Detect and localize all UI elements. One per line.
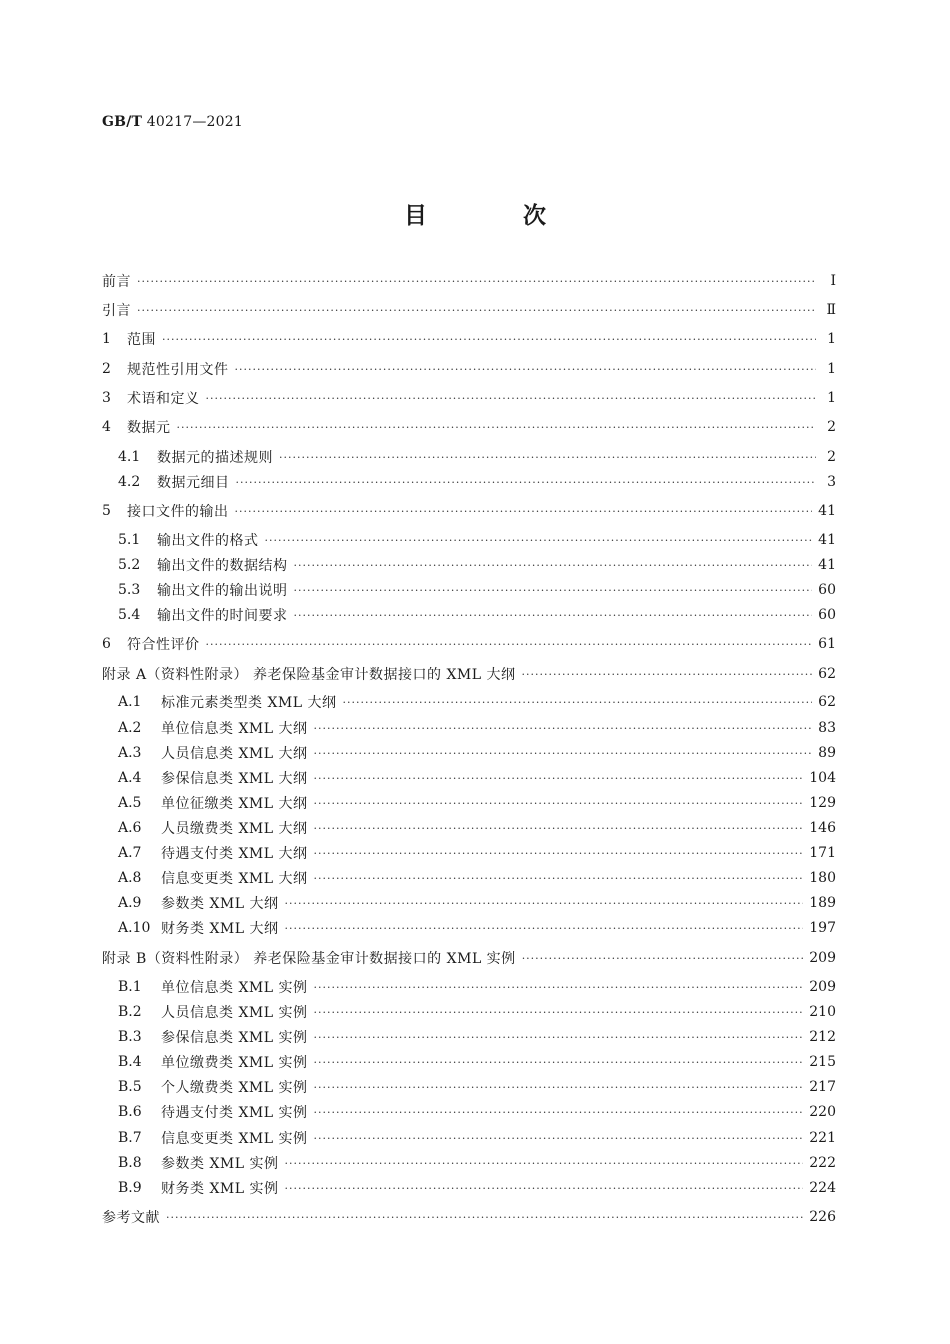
toc-entry[interactable] [102, 387, 836, 409]
toc-entry[interactable] [102, 976, 836, 998]
toc-entry-page: 209 [809, 950, 836, 966]
toc-entry-label: 输出文件的输出说明 [157, 583, 288, 599]
toc-entry-page: 62 [818, 694, 836, 710]
toc-entry-number: A.2 [118, 720, 142, 736]
toc-entry-number: A.4 [118, 770, 142, 786]
toc-entry-number: B.2 [118, 1004, 142, 1020]
toc-entry[interactable] [102, 471, 836, 493]
toc-entry-label: 参保信息类 XML 大纲 [161, 771, 308, 787]
toc-entry[interactable] [102, 579, 836, 601]
toc-dot-leader [314, 842, 804, 864]
toc-entry-label: 附录 A（资料性附录） 养老保险基金审计数据接口的 XML 大纲 [102, 667, 516, 683]
toc-entry-page: 217 [809, 1079, 836, 1095]
toc-entry[interactable] [102, 328, 836, 350]
toc-entry[interactable] [102, 1177, 836, 1199]
toc-entry-page: 61 [818, 636, 836, 652]
toc-dot-leader [206, 387, 817, 409]
toc-entry-label: 人员信息类 XML 实例 [161, 1005, 308, 1021]
toc-entry-number: 3 [102, 390, 111, 406]
toc-dot-leader [343, 691, 813, 713]
toc-entry[interactable] [102, 792, 836, 814]
toc-entry-number: 1 [102, 331, 111, 347]
standard-prefix: GB/T [102, 114, 143, 130]
toc-entry-page: 197 [809, 920, 836, 936]
toc-entry-page: 146 [809, 820, 836, 836]
toc-entry-label: 人员信息类 XML 大纲 [161, 746, 308, 762]
toc-entry-number: B.8 [118, 1155, 142, 1171]
toc-entry-page: 189 [809, 895, 836, 911]
toc-entry-label: 附录 B（资料性附录） 养老保险基金审计数据接口的 XML 实例 [102, 951, 516, 967]
toc-entry-page: Ⅰ [830, 273, 836, 289]
toc-entry-number: 5.4 [118, 607, 141, 623]
toc-dot-leader [314, 1051, 804, 1073]
toc-entry-page: 41 [818, 557, 836, 573]
toc-dot-leader [314, 1001, 804, 1023]
toc-dot-leader [162, 328, 816, 350]
toc-entry-label: 信息变更类 XML 大纲 [161, 871, 308, 887]
toc-entry-label: 术语和定义 [127, 391, 200, 407]
toc-entry-number: 4.1 [118, 449, 141, 465]
toc-entry-number: B.1 [118, 979, 142, 995]
toc-entry[interactable] [102, 1026, 836, 1048]
toc-entry[interactable] [102, 717, 836, 739]
toc-entry[interactable] [102, 1206, 836, 1228]
toc-entry-label: 财务类 XML 实例 [161, 1181, 279, 1197]
toc-entry[interactable] [102, 663, 836, 685]
page-title: 目 次 [403, 202, 590, 229]
toc-entry[interactable] [102, 842, 836, 864]
toc-dot-leader [314, 717, 813, 739]
toc-entry-page: 1 [827, 331, 836, 347]
toc-entry[interactable] [102, 947, 836, 969]
toc-entry-number: B.5 [118, 1079, 142, 1095]
toc-entry-label: 待遇支付类 XML 大纲 [161, 846, 308, 862]
toc-entry-label: 接口文件的输出 [127, 504, 229, 520]
toc-entry-number: A.9 [118, 895, 142, 911]
toc-entry-number: B.4 [118, 1054, 142, 1070]
toc-dot-leader [294, 579, 813, 601]
toc-entry-page: 180 [809, 870, 836, 886]
toc-dot-leader [522, 663, 813, 685]
toc-entry-page: 2 [827, 449, 836, 465]
toc-entry-number: 4 [102, 419, 111, 435]
toc-entry-page: 60 [818, 607, 836, 623]
toc-entry-page: 226 [809, 1209, 836, 1225]
toc-entry[interactable] [102, 446, 836, 468]
toc-entry-page: 89 [818, 745, 836, 761]
toc-entry-label: 参考文献 [102, 1210, 160, 1226]
toc-entry-number: 5 [102, 503, 111, 519]
toc-entry-label: 财务类 XML 大纲 [161, 921, 279, 937]
toc-entry-page: 220 [809, 1104, 836, 1120]
toc-entry-page: 3 [827, 474, 836, 490]
toc-entry-page: 209 [809, 979, 836, 995]
toc-entry-label: 标准元素类型类 XML 大纲 [161, 695, 337, 711]
toc-entry-number: A.3 [118, 745, 142, 761]
toc-dot-leader [314, 1127, 804, 1149]
toc-entry[interactable] [102, 299, 836, 321]
toc-dot-leader [206, 633, 813, 655]
toc-dot-leader [314, 792, 804, 814]
toc-entry[interactable] [102, 554, 836, 576]
toc-entry[interactable] [102, 1152, 836, 1174]
toc-entry-label: 单位征缴类 XML 大纲 [161, 796, 308, 812]
toc-entry[interactable] [102, 633, 836, 655]
toc-entry[interactable] [102, 742, 836, 764]
toc-dot-leader [314, 1026, 804, 1048]
toc-entry[interactable] [102, 416, 836, 438]
toc-entry[interactable] [102, 1001, 836, 1023]
toc-entry-page: 222 [809, 1155, 836, 1171]
toc-dot-leader [314, 817, 804, 839]
toc-entry-label: 参数类 XML 实例 [161, 1156, 279, 1172]
toc-entry-page: 2 [827, 419, 836, 435]
toc-dot-leader [177, 416, 817, 438]
toc-entry-page: 41 [818, 503, 836, 519]
toc-entry-label: 范围 [127, 332, 156, 348]
toc-dot-leader [235, 358, 817, 380]
toc-dot-leader [294, 554, 813, 576]
toc-entry-page: 224 [809, 1180, 836, 1196]
toc-entry[interactable] [102, 817, 836, 839]
toc-entry[interactable] [102, 1076, 836, 1098]
toc-entry[interactable] [102, 604, 836, 626]
toc-entry-label: 个人缴费类 XML 实例 [161, 1080, 308, 1096]
toc-dot-leader [265, 529, 813, 551]
toc-entry[interactable] [102, 867, 836, 889]
toc-entry[interactable] [102, 1051, 836, 1073]
toc-entry-label: 待遇支付类 XML 实例 [161, 1105, 308, 1121]
toc-entry[interactable] [102, 917, 836, 939]
toc-entry-number: 2 [102, 361, 111, 377]
toc-entry[interactable] [102, 529, 836, 551]
toc-dot-leader [294, 604, 813, 626]
toc-entry-number: B.9 [118, 1180, 142, 1196]
toc-entry-number: B.7 [118, 1130, 142, 1146]
toc-entry-number: 5.3 [118, 582, 141, 598]
toc-dot-leader [314, 1101, 804, 1123]
toc-dot-leader [314, 867, 804, 889]
toc-entry-label: 人员缴费类 XML 大纲 [161, 821, 308, 837]
toc-entry-page: 60 [818, 582, 836, 598]
toc-entry[interactable] [102, 500, 836, 522]
toc-entry-label: 输出文件的格式 [157, 533, 259, 549]
toc-entry[interactable] [102, 1101, 836, 1123]
toc-dot-leader [314, 767, 804, 789]
toc-entry-label: 数据元的描述规则 [157, 450, 273, 466]
toc-entry-page: 83 [818, 720, 836, 736]
toc-entry-label: 引言 [102, 303, 131, 319]
toc-dot-leader [285, 1152, 804, 1174]
toc-entry-page: 104 [809, 770, 836, 786]
toc-dot-leader [137, 270, 816, 292]
toc-entry-label: 单位信息类 XML 大纲 [161, 721, 308, 737]
toc-entry-label: 输出文件的时间要求 [157, 608, 288, 624]
toc-entry-number: 4.2 [118, 474, 141, 490]
toc-entry-label: 符合性评价 [127, 637, 200, 653]
toc-entry-number: A.5 [118, 795, 142, 811]
toc-entry-number: A.8 [118, 870, 142, 886]
toc-entry-page: Ⅱ [826, 302, 836, 318]
toc-entry[interactable] [102, 270, 836, 292]
toc-entry-label: 数据元 [127, 420, 171, 436]
toc-dot-leader [235, 500, 813, 522]
toc-dot-leader [137, 299, 816, 321]
toc-entry-number: A.10 [118, 920, 151, 936]
toc-entry-number: A.6 [118, 820, 142, 836]
toc-entry-number: 5.2 [118, 557, 141, 573]
toc-entry-label: 单位信息类 XML 实例 [161, 980, 308, 996]
toc-entry-page: 62 [818, 666, 836, 682]
toc-entry-label: 数据元细目 [157, 475, 230, 491]
toc-dot-leader [166, 1206, 803, 1228]
toc-entry-page: 221 [809, 1130, 836, 1146]
toc-entry-number: A.7 [118, 845, 142, 861]
toc-entry-number: A.1 [118, 694, 142, 710]
toc-entry-label: 参保信息类 XML 实例 [161, 1030, 308, 1046]
toc-entry[interactable] [102, 1127, 836, 1149]
toc-dot-leader [314, 976, 804, 998]
toc-entry-page: 215 [809, 1054, 836, 1070]
toc-entry-number: 5.1 [118, 532, 141, 548]
toc-dot-leader [236, 471, 817, 493]
toc-entry-number: 6 [102, 636, 111, 652]
toc-entry-label: 前言 [102, 274, 131, 290]
toc-entry[interactable] [102, 358, 836, 380]
toc-entry-number: B.3 [118, 1029, 142, 1045]
toc-entry-page: 1 [827, 390, 836, 406]
toc-entry[interactable] [102, 691, 836, 713]
toc-entry-label: 信息变更类 XML 实例 [161, 1131, 308, 1147]
toc-entry-page: 212 [809, 1029, 836, 1045]
toc-dot-leader [279, 446, 816, 468]
toc-entry-label: 规范性引用文件 [127, 362, 229, 378]
toc-dot-leader [285, 1177, 804, 1199]
toc-entry-page: 1 [827, 361, 836, 377]
toc-entry-page: 210 [809, 1004, 836, 1020]
toc-entry-label: 参数类 XML 大纲 [161, 896, 279, 912]
toc-entry[interactable] [102, 892, 836, 914]
toc-entry-page: 129 [809, 795, 836, 811]
toc-entry-number: B.6 [118, 1104, 142, 1120]
toc-entry-page: 41 [818, 532, 836, 548]
toc-dot-leader [522, 947, 804, 969]
document-code [102, 114, 243, 130]
standard-number: 40217—2021 [146, 114, 243, 130]
toc-dot-leader [285, 892, 804, 914]
toc-dot-leader [285, 917, 804, 939]
toc-entry-page: 171 [809, 845, 836, 861]
toc-entry[interactable] [102, 767, 836, 789]
toc-entry-label: 单位缴费类 XML 实例 [161, 1055, 308, 1071]
toc-dot-leader [314, 1076, 804, 1098]
toc-entry-label: 输出文件的数据结构 [157, 558, 288, 574]
toc-dot-leader [314, 742, 813, 764]
